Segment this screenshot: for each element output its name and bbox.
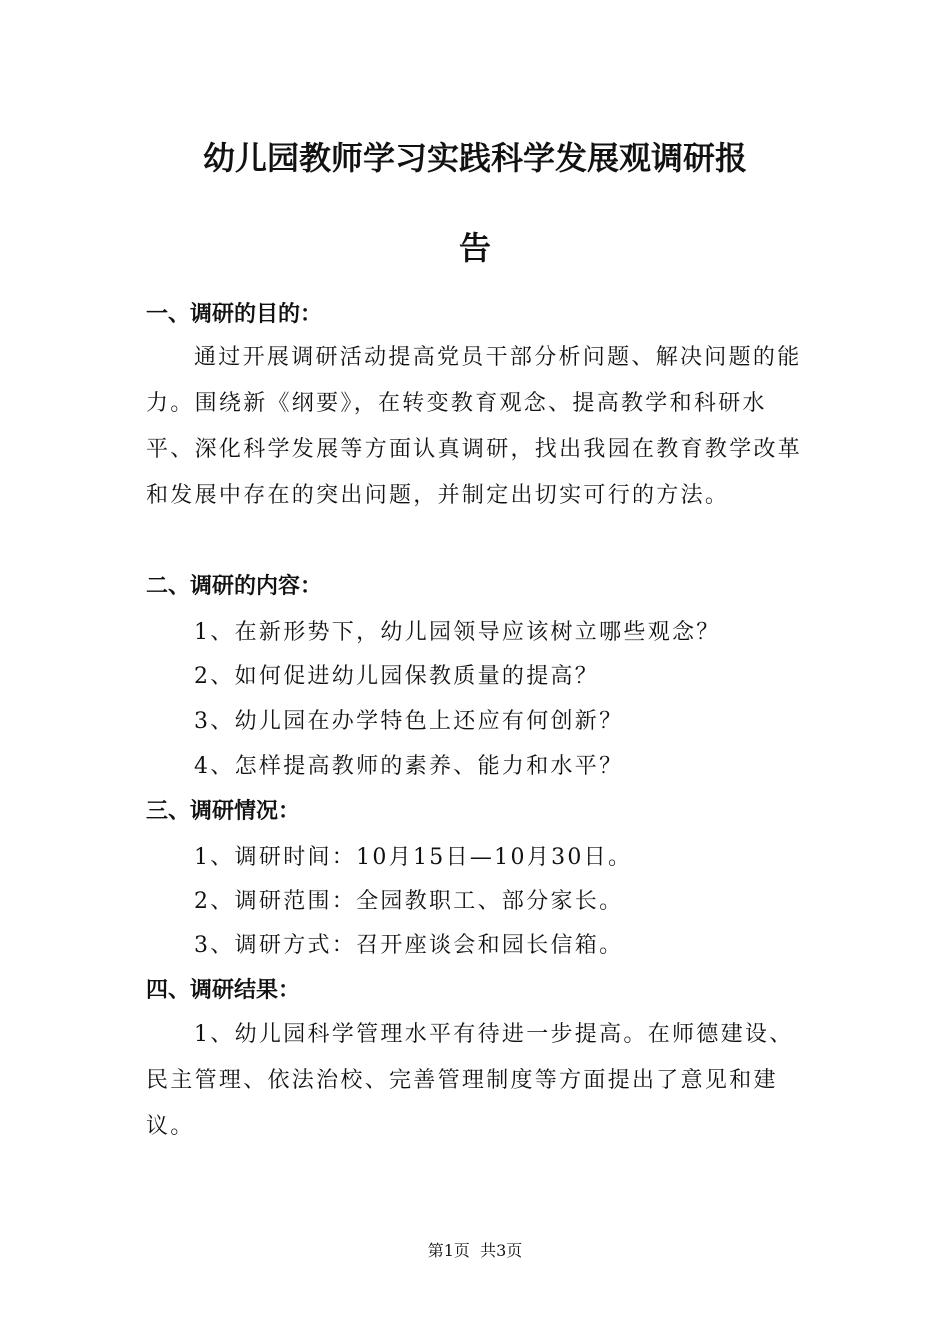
situation-item: 2、调研范围：全园教职工、部分家长。	[194, 889, 624, 914]
situation-item: 1、调研时间：10月15日—10月30日。	[194, 845, 633, 870]
section-heading-content: 二、调研的内容：	[146, 574, 323, 599]
section-heading-results: 四、调研结果：	[146, 978, 301, 1003]
section-paragraph-purpose: 通过开展调研活动提高党员干部分析问题、解决问题的能力。围绕新《纲要》，在转变教育观念、提高教学和科研水平、深化科学发展等方面认真调研，找出我园在教育教学改革和发展中存在的突出问题，并制定出切实可行的方法。	[146, 345, 803, 508]
document-title-line-2: 告	[458, 229, 491, 267]
content-item: 4、怎样提高教师的素养、能力和水平？	[194, 754, 624, 779]
section-paragraph-results: 1、幼儿园科学管理水平有待进一步提高。在师德建设、民主管理、依法治校、完善管理制度等方面提出了意见和建议。	[146, 1022, 794, 1139]
section-heading-situation: 三、调研情况：	[146, 799, 301, 824]
section-heading-purpose: 一、调研的目的：	[146, 302, 323, 327]
page-indicator: 第1页 共3页	[427, 1241, 523, 1260]
content-item: 3、幼儿园在办学特色上还应有何创新？	[194, 709, 624, 734]
content-item: 1、在新形势下，幼儿园领导应该树立哪些观念？	[194, 620, 721, 645]
document-title-line-1: 幼儿园教师学习实践科学发展观调研报	[202, 139, 747, 177]
situation-item: 3、调研方式：召开座谈会和园长信箱。	[194, 933, 624, 958]
content-item: 2、如何促进幼儿园保教质量的提高？	[194, 664, 600, 689]
